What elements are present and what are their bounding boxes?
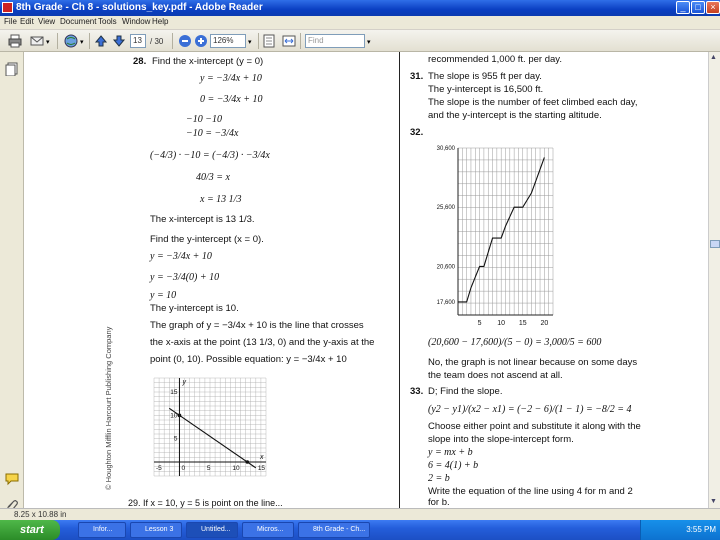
q31-line: and the y-intercept is the starting altitude. [428,110,602,121]
x-intercept-point [246,460,250,464]
y-tick-label: 17,600 [436,299,455,306]
x-intercept-text: The x-intercept is 13 1/3. [150,214,255,225]
navigation-pane [0,52,24,520]
fit-page-icon[interactable] [262,34,276,48]
x-tick-label: 20 [540,320,549,327]
taskbar [0,520,720,540]
equation: (−4/3) · −10 = (−4/3) · −3/4x [150,150,270,161]
answer-line: No, the graph is not linear because on some days [428,357,638,368]
q29-text: 29. If x = 10, y = 5 is point on the line... [128,498,283,508]
q28-number: 28. [133,56,147,67]
equation: y = −3/4x + 10 [200,73,262,84]
equation: y = −3/4x + 10 [150,251,212,262]
start-button[interactable]: start [0,520,60,540]
page-size-label: 8.25 x 10.88 in [14,510,67,519]
clock: 3:55 PM [686,525,716,534]
x-tick-label: 10 [497,320,506,327]
x-tick-label: -5 [156,465,162,472]
q33-heading: D; Find the slope. [428,386,503,397]
arrow-up-icon[interactable] [94,34,108,48]
recommended-text: recommended 1,000 ft. per day. [428,54,562,65]
y-tick-label: 15 [170,389,178,396]
page-number-input[interactable]: 13 [130,34,146,48]
equation: y = 10 [150,290,177,301]
chevron-down-icon[interactable]: ▾ [80,39,84,46]
equation: −10 −10 [186,114,222,125]
system-tray [640,520,720,540]
equation: x = 13 1/3 [200,194,242,205]
globe-icon[interactable] [64,34,78,48]
equation-line [169,408,256,468]
x-tick-label: 5 [206,465,211,472]
chevron-down-icon[interactable]: ▾ [46,39,50,46]
q33-equation: 2 = b [428,473,450,484]
q32-number: 32. [410,127,424,138]
email-icon[interactable] [30,34,44,48]
graph-text-3: point (0, 10). Possible equation: y = −3/4x + 10 [150,354,347,365]
menu-help[interactable]: Help [152,17,169,26]
zoom-level-input[interactable]: 126% [210,34,246,48]
q33-equation: 6 = 4(1) + b [428,460,479,471]
graph-text-1: The graph of y = −3/4x + 10 is the line that crosses [150,320,364,331]
menu-file[interactable]: File [4,17,17,26]
taskbar-item[interactable]: 8th Grade - Ch... [298,522,370,538]
equation: −10 = −3/4x [186,128,239,139]
y-tick-label: 5 [173,435,178,443]
toolbar-separator [300,33,301,49]
y-intercept-text: The y-intercept is 10. [150,303,239,314]
taskbar-item[interactable]: Lesson 3 [130,522,182,538]
y-tick-label: 25,600 [436,205,455,212]
chevron-down-icon[interactable]: ▾ [248,39,252,46]
minimize-button[interactable]: _ [676,1,690,14]
q33-line: slope into the slope-intercept form. [428,434,574,445]
answer-line: the team does not ascend at all. [428,370,563,381]
arrow-down-icon[interactable] [112,34,126,48]
q33-equation: y = mx + b [428,447,473,458]
q31-line: The slope is the number of feet climbed each day, [428,97,638,108]
chevron-down-icon[interactable]: ▾ [367,39,371,46]
menu-view[interactable]: View [38,17,56,26]
taskbar-item[interactable]: Infor... [78,522,126,538]
menu-bar [0,16,720,30]
toolbar-separator [89,33,90,49]
menu-edit[interactable]: Edit [20,17,34,26]
document-viewer[interactable] [24,52,708,520]
scroll-down-icon[interactable]: ▼ [710,498,717,505]
q33-number: 33. [410,386,424,397]
q33-line: for b. [428,497,450,508]
find-y-text: Find the y-intercept (x = 0). [150,234,264,245]
copyright-text: © Houghton Mifflin Harcourt Publishing Company [104,326,113,490]
y-tick-label: 10 [170,412,178,420]
q31-number: 31. [410,71,424,82]
q32-graph [428,140,568,330]
fit-width-icon[interactable] [282,34,296,48]
q31-line: The slope is 955 ft per day. [428,71,542,82]
q31-line: The y-intercept is 16,500 ft. [428,84,544,95]
q28-graph [146,372,272,480]
scrollbar-thumb[interactable] [710,240,720,248]
q33-line: Choose either point and substitute it along with the [428,421,641,432]
x-tick-label: 15 [518,320,527,327]
toolbar-separator [258,33,259,49]
q28-text: Find the x-intercept (y = 0) [152,56,264,67]
x-tick-label: 10 [232,465,240,472]
graph-text-2: the x-axis at the point (13 1/3, 0) and the y-axis at the [150,337,375,348]
zoom-out-icon[interactable] [178,34,192,48]
find-input[interactable]: Find [305,34,365,48]
equation: 0 = −3/4x + 10 [200,94,263,105]
menu-tools[interactable]: Tools [98,17,117,26]
page-total: / 30 [150,37,164,46]
x-tick-label: 0 [181,465,186,472]
y-axis-label: y [182,379,186,386]
q33-slope: (y2 − y1)/(x2 − x1) = (−2 − 6)/(1 − 1) = −8/2 = 4 [428,404,632,415]
print-icon[interactable] [8,34,22,48]
menu-document[interactable]: Document [60,17,97,26]
adobe-reader-icon [2,2,13,13]
toolbar [0,30,720,52]
slope-calculation: (20,600 − 17,600)/(5 − 0) = 3,000/5 = 600 [428,337,602,348]
maximize-button[interactable]: □ [691,1,705,14]
x-tick-label: 5 [477,320,482,327]
column-divider [399,52,400,508]
q33-line: Write the equation of the line using 4 for m and 2 [428,486,633,497]
close-button[interactable]: × [706,1,720,14]
toolbar-separator [57,33,58,49]
comment-icon[interactable] [5,472,19,486]
toolbar-separator [172,33,173,49]
x-tick-label: 15 [257,465,266,472]
y-tick-label: 20,600 [436,264,455,271]
y-intercept-point [178,414,182,418]
pages-icon[interactable] [5,62,19,76]
status-bar [0,508,720,520]
taskbar-item[interactable]: Untitled... [186,522,238,538]
menu-window[interactable]: Window [122,17,151,26]
x-axis-label: x [260,454,264,461]
taskbar-item[interactable]: Micros... [242,522,294,538]
equation: 40/3 = x [196,172,230,183]
scroll-up-icon[interactable]: ▲ [710,54,717,61]
equation: y = −3/4(0) + 10 [150,272,220,283]
vertical-scrollbar[interactable] [708,52,720,520]
zoom-in-icon[interactable] [194,34,208,48]
title-bar [0,0,720,16]
window-title: 8th Grade - Ch 8 - solutions_key.pdf - Adobe Reader [16,2,263,13]
y-tick-label: 30,600 [436,146,455,152]
